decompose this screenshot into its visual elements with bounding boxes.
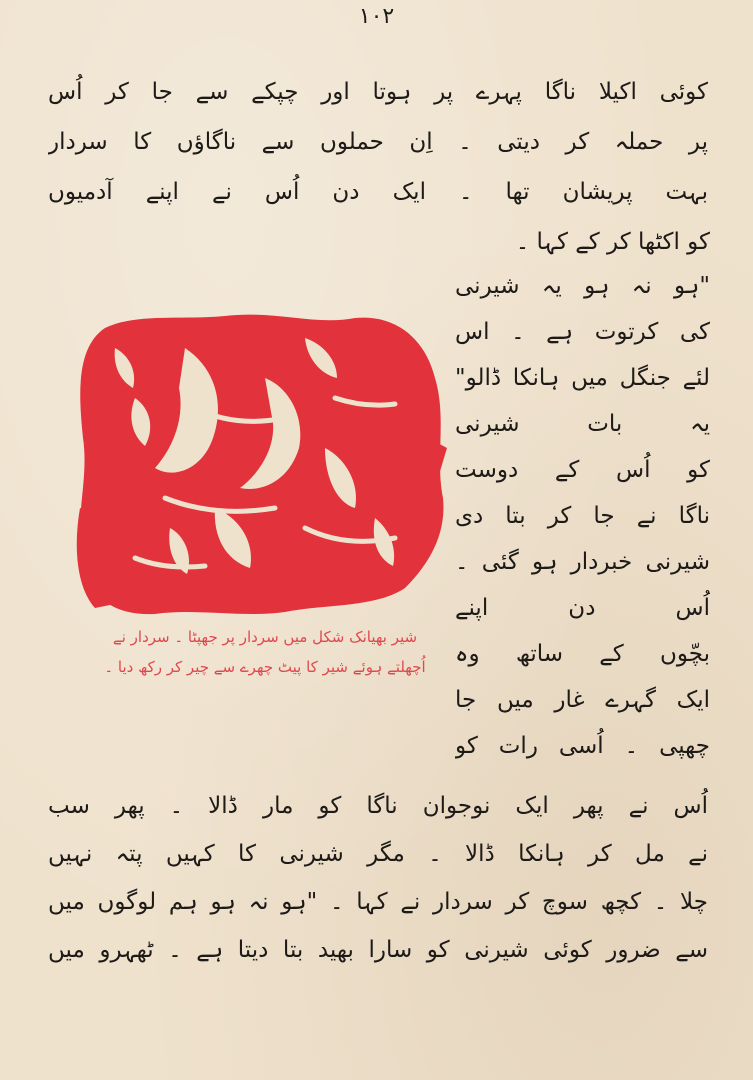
text-line: نے مل کر ہانکا ڈالا ۔ مگر شیرنی کا کہیں پتہ نہیں [48,841,708,867]
text-line: چلا ۔ کچھ سوچ کر سردار نے کہا ۔ "ہو نہ ہو ہم لوگوں میں [48,889,708,915]
text-line: چھپی ۔ اُسی رات کو [455,733,710,759]
text-line: کو اُس کے دوست [455,457,710,483]
text-line: پر حملہ کر دیتی ۔ اِن حملوں سے ناگاؤں کا سردار [48,129,708,155]
text-line: بچّوں کے ساتھ وہ [455,641,710,667]
text-line: اُس نے پھر ایک نوجوان ناگا کو مار ڈالا ۔ پھر سب [48,793,708,819]
text-line: کی کرتوت ہے ۔ اس [455,319,710,345]
red-woodcut-tiger-attack-icon [75,308,447,618]
caption-line: اُچھلتے ہوئے شیر کا پیٹ چھرے سے چیر کر رکھ دیا ۔ [104,658,426,676]
text-line: کوئی اکیلا ناگا پہرے پر ہوتا اور چپکے سے جا کر اُس [48,79,708,105]
caption-line: شیر بھیانک شکل میں سردار پر جھپٹا ۔ سردار نے [112,628,418,646]
text-line: لئے جنگل میں ہانکا ڈالو" [455,365,710,391]
text-line: ناگا نے جا کر بتا دی [455,503,710,529]
text-line: یہ بات شیرنی [455,411,710,437]
text-line: "ہو نہ ہو یہ شیرنی [455,273,710,299]
text-line: بہت پریشان تھا ۔ ایک دن اُس نے اپنے آدمیوں [48,179,708,205]
text-line: اُس دن اپنے [455,595,710,621]
text-line: ایک گہرے غار میں جا [455,687,710,713]
text-line: سے ضرور کوئی شیرنی کو سارا بھید بتا دیتا ہے ۔ ٹھہرو میں [48,937,708,963]
text-line: شیرنی خبردار ہو گئی ۔ [455,549,710,575]
page-number: ١٠٢ [358,4,395,29]
text-line: کو اکٹھا کر کے کہا ۔ [515,229,710,255]
